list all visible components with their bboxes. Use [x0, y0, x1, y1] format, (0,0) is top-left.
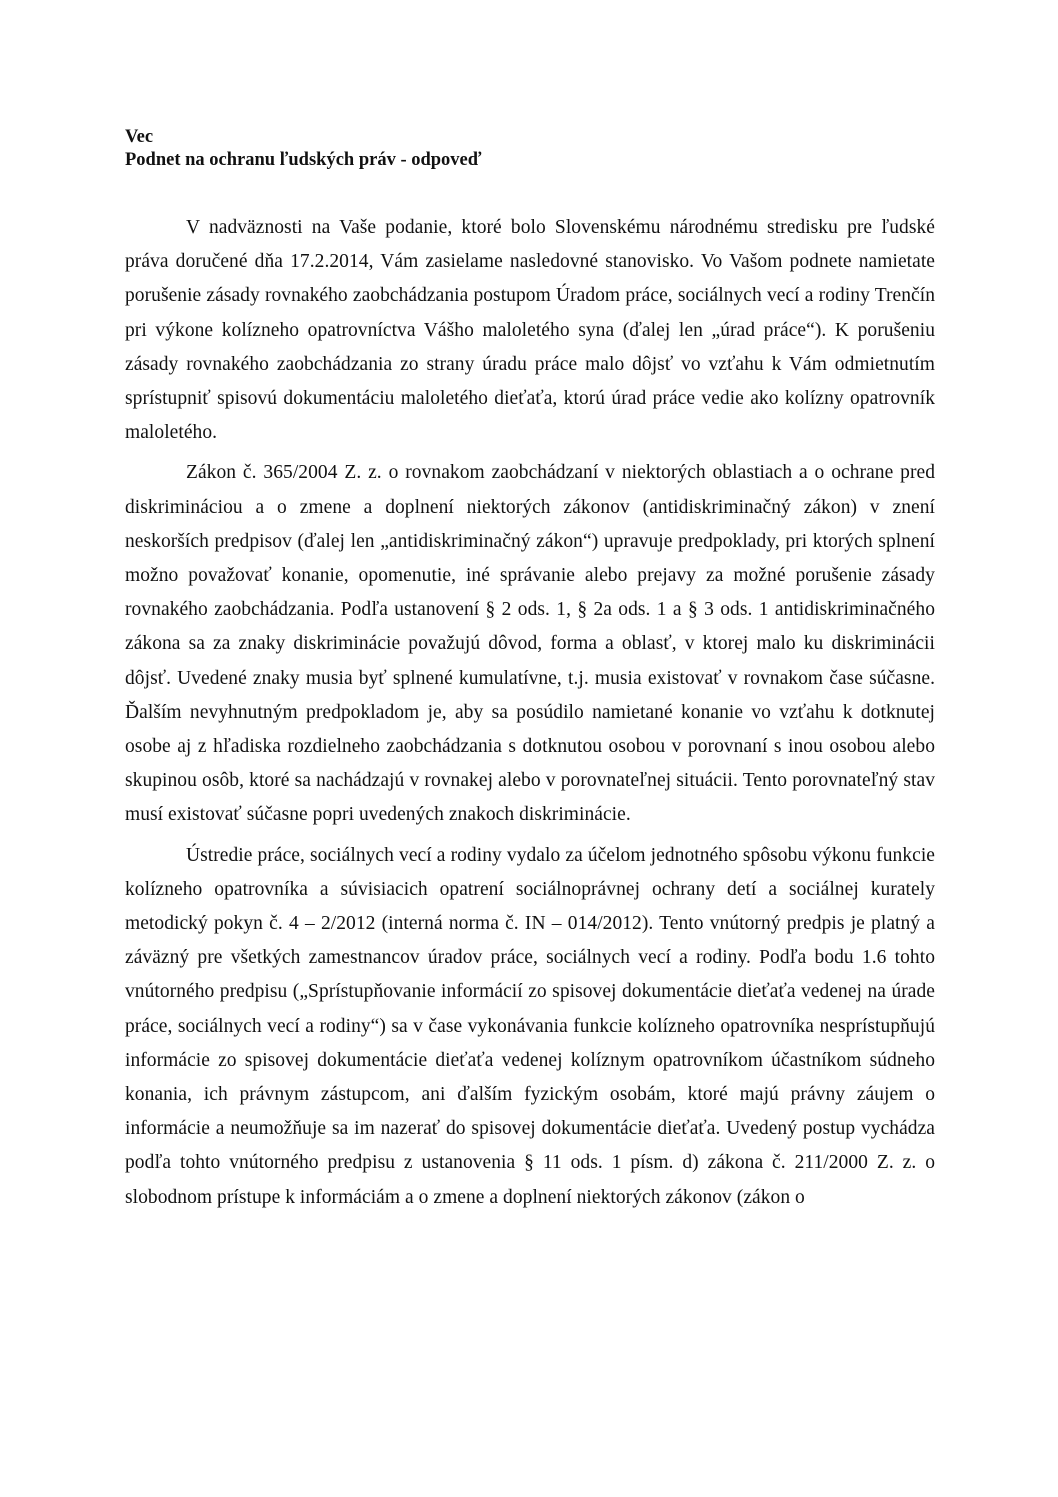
- document-body: [125, 126, 935, 1221]
- paragraph-directive: Ústredie práce, sociálnych vecí a rodiny vydalo za účelom jednotného spôsobu výkonu funkcie kolízneho opatrovníka a súvisiacich opatrení sociálnoprávnej ochrany detí a sociálnej kurately metodický pokyn č. 4 – 2/2012 (interná norma č. IN – 014/2012). Tento vnútorný predpis je platný a záväzný pre všetkých zamestnancov úradov práce, sociálnych vecí a rodiny. Podľa bodu 1.6 tohto vnútorného predpisu („Sprístupňovanie informácií zo spisovej dokumentácie dieťaťa vedenej na úrade práce, sociálnych vecí a rodiny“) sa v čase vykonávania funkcie kolízneho opatrovníka nesprístupňujú informácie zo spisovej dokumentácie dieťaťa vedenej kolíznym opatrovníkom účastníkom súdneho konania, ich právnym zástupcom, ani ďalším fyzickým osobám, ktoré majú právny záujem o informácie a neumožňuje sa im nazerať do spisovej dokumentácie dieťaťa. Uvedený postup vychádza podľa tohto vnútorného predpisu z ustanovenia § 11 ods. 1 písm. d) zákona č. 211/2000 Z. z. o slobodnom prístupe k informáciám a o zmene a doplnení niektorých zákonov (zákon o: [125, 844, 935, 1208]
- paragraph-law: Zákon č. 365/2004 Z. z. o rovnakom zaobchádzaní v niektorých oblastiach a o ochrane pred diskrimináciou a o zmene a doplnení niektorých zákonov (antidiskriminačný zákon) v znení neskorších predpisov (ďalej len „antidiskriminačný zákon“) upravuje predpoklady, pri ktorých splnení možno považovať konanie, opomenutie, iné správanie alebo prejavy za možné porušenie zásady rovnakého zaobchádzania. Podľa ustanovení § 2 ods. 1, § 2a ods. 1 a § 3 ods. 1 antidiskriminačného zákona sa za znaky diskriminácie považujú dôvod, forma a oblasť, v ktorej malo ku diskriminácii dôjsť. Uvedené znaky musia byť splnené kumulatívne, t.j. musia existovať v rovnakom čase súčasne. Ďalším nevyhnutným predpokladom je, aby sa posúdilo namietané konanie vo vzťahu k dotknutej osobe aj z hľadiska rozdielneho zaobchádzania s dotknutou osobou v porovnaní s inou osobou alebo skupinou osôb, ktoré sa nachádzajú v rovnakej alebo v porovnateľnej situácii. Tento porovnateľný stav musí existovať súčasne popri uvedených znakoch diskriminácie.: [125, 462, 935, 826]
- paragraph-intro: V nadväznosti na Vaše podanie, ktoré bolo Slovenskému národnému stredisku pre ľudské práva doručené dňa 17.2.2014, Vám zasielame nasledovné stanovisko. Vo Vašom podnete namietate porušenie zásady rovnakého zaobchádzania postupom Úradom práce, sociálnych vecí a rodiny Trenčín pri výkone kolízneho opatrovníctva Vášho maloletého syna (ďalej len „úrad práce“). K porušeniu zásady rovnakého zaobchádzania zo strany úradu práce malo dôjsť vo vzťahu k Vám odmietnutím sprístupniť spisovú dokumentáciu maloletého dieťaťa, ktorú úrad práce vedie ako kolízny opatrovník maloletého.: [125, 217, 935, 444]
- heading-vec: Vec: [125, 127, 154, 147]
- document-subject: Podnet na ochranu ľudských práv - odpoveď: [125, 150, 482, 170]
